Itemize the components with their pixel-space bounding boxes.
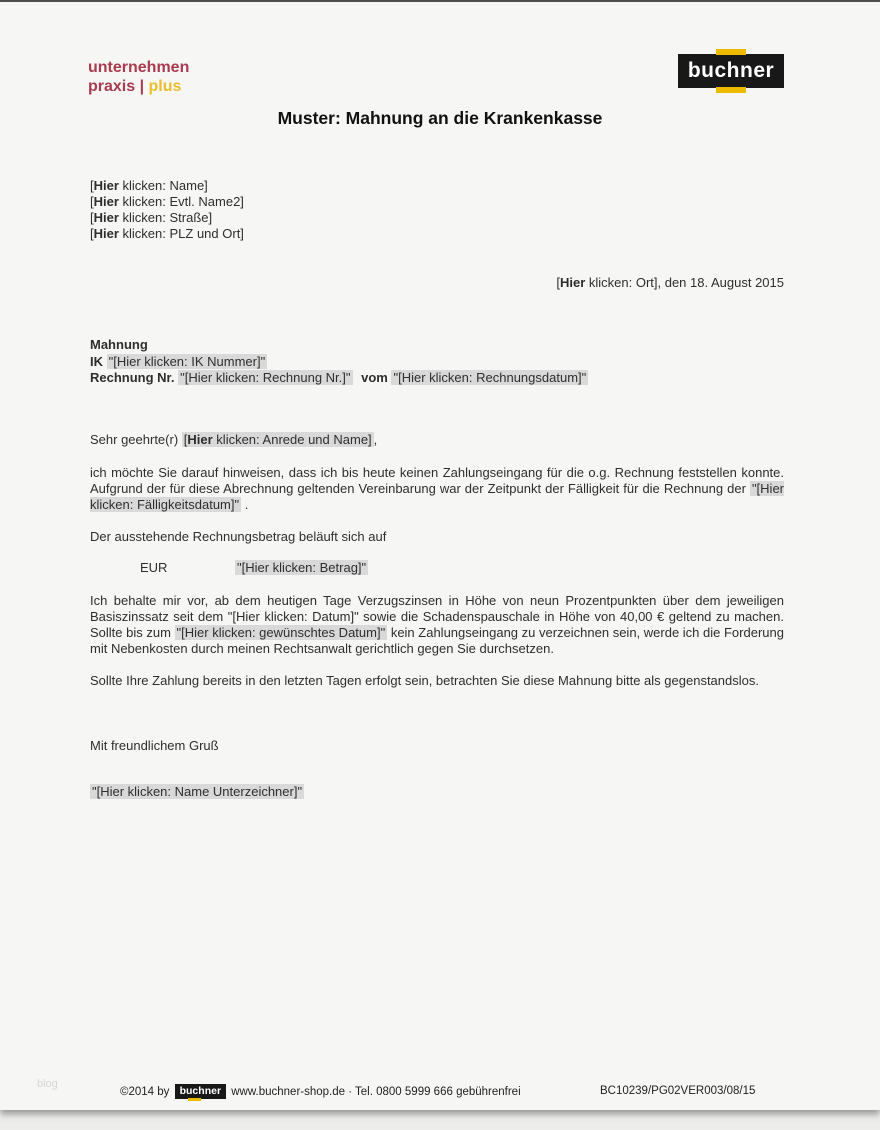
paragraph-end: .	[241, 497, 249, 512]
paragraph-payment-notice	[90, 465, 784, 513]
field-label: klicken: PLZ und Ort]	[118, 226, 244, 241]
signature-block	[90, 784, 304, 800]
recipient-address-block	[90, 178, 244, 242]
hier-bold: Hier	[559, 275, 586, 290]
recipient-line-plz-ort[interactable]	[90, 226, 244, 242]
bracket: [	[90, 194, 94, 209]
invoice-line	[90, 370, 588, 387]
buchner-mini-logo	[175, 1084, 226, 1099]
field-label: klicken: Name]	[118, 178, 208, 193]
ik-label: IK	[90, 353, 103, 369]
recipient-line-name[interactable]	[90, 178, 244, 194]
paragraph-interest-warning	[90, 593, 784, 657]
currency-label: EUR	[140, 560, 168, 575]
place-and-date-line[interactable]	[556, 275, 784, 291]
salutation-comma: ,	[373, 432, 378, 447]
mini-logo-tab-icon	[188, 1098, 201, 1101]
unternehmen-praxis-plus-logo	[88, 58, 189, 96]
logo-tab-bottom-icon	[716, 87, 746, 93]
logo-pipe: |	[139, 78, 145, 95]
buchner-mini-logo-text: buchner	[179, 1085, 222, 1097]
paragraph-text: kein Zahlungseingang zu verzeichnen sein, werde ich die Forderung mit Nebenkosten durch meinen Rechtsanwalt gerichtlich gegen Sie durchsetzen.	[90, 625, 784, 656]
logo-line-unternehmen: unternehmen	[88, 59, 190, 76]
logo-line-praxis-plus	[88, 77, 189, 96]
salutation	[90, 432, 377, 448]
hier-bold: Hier	[187, 432, 213, 447]
recipient-line-name2[interactable]	[90, 194, 244, 210]
buchner-logo	[678, 54, 784, 88]
hier-bold: Hier	[93, 178, 119, 193]
footer-center	[120, 1084, 521, 1099]
field-label: klicken: Anrede und Name]	[212, 432, 372, 447]
footer-contact-text: www.buchner-shop.de · Tel. 0800 5999 666 gebührenfrei	[231, 1086, 521, 1098]
logo-tab-top-icon	[716, 49, 746, 55]
buchner-logo-text: buchner	[687, 59, 775, 82]
hier-bold: Hier	[93, 194, 119, 209]
field-label: klicken: Straße]	[118, 210, 213, 225]
anrede-name-field[interactable]	[182, 432, 374, 447]
page-title: Muster: Mahnung an die Krankenkasse	[277, 108, 603, 128]
ik-number-field[interactable]: "[Hier klicken: IK Nummer]"	[108, 353, 266, 369]
logo-word-plus: plus	[148, 78, 182, 95]
hier-bold: Hier	[93, 226, 119, 241]
bracket: [	[90, 226, 94, 241]
paragraph-text: ich möchte Sie darauf hinweisen, dass ich bis heute keinen Zahlungseingang für die o.g. Rechnung feststellen konnte. Aufgrund der für diese Abrechnung geltenden Vereinbarung war der Zeitpunkt der Fälligkeit für die Rechnung der	[90, 465, 784, 496]
bracket: [	[183, 432, 188, 447]
salutation-text: Sehr geehrte(r)	[90, 432, 182, 447]
invoice-label: Rechnung Nr.	[90, 370, 175, 385]
field-label: klicken: Evtl. Name2]	[118, 194, 244, 209]
bracket: [	[90, 178, 94, 193]
paragraph-disregard-note: Sollte Ihre Zahlung bereits in den letzten Tagen erfolgt sein, betrachten Sie diese Mahnung bitte als gegenstandslos.	[90, 673, 759, 688]
date-text: klicken: Ort], den 18. August 2015	[585, 275, 784, 290]
paragraph-text: Ich behalte mir vor, ab dem heutigen Tage Verzugszinsen in Höhe von neun Prozentpunkten über dem jeweiligen Basiszinssatz seit dem "[Hier klicken: Datum]" sowie die Schadenspauschale in Höhe von 40,00 € geltend zu machen. Sollte bis zum	[90, 593, 784, 640]
betrag-field[interactable]: "[Hier klicken: Betrag]"	[237, 560, 367, 575]
amount-intro: Der ausstehende Rechnungsbetrag beläuft sich auf	[90, 529, 387, 544]
gewuenschtes-datum-field[interactable]: "[Hier klicken: gewünschtes Datum]"	[176, 625, 386, 640]
faelligkeitsdatum-field[interactable]: "[Hier klicken: Fälligkeitsdatum]"	[90, 481, 784, 512]
subject-title: Mahnung	[90, 337, 148, 352]
copyright-text: ©2014 by	[120, 1086, 170, 1098]
recipient-line-strasse[interactable]	[90, 210, 244, 226]
bracket: [	[556, 275, 560, 290]
hier-bold: Hier	[93, 210, 119, 225]
closing-greeting: Mit freundlichem Gruß	[90, 738, 219, 753]
bracket: [	[90, 210, 94, 225]
blog-watermark: blog	[37, 1078, 58, 1090]
unterzeichner-field[interactable]: "[Hier klicken: Name Unterzeichner]"	[92, 784, 303, 799]
invoice-number-field[interactable]: "[Hier klicken: Rechnung Nr.]"	[180, 370, 351, 385]
vom-label: vom	[361, 370, 388, 385]
amount-row	[90, 560, 368, 576]
document-code: BC10239/PG02VER003/08/15	[600, 1085, 756, 1097]
ik-line	[90, 354, 588, 371]
subject-block	[90, 337, 588, 387]
logo-word-praxis: praxis	[88, 78, 136, 95]
invoice-date-field[interactable]: "[Hier klicken: Rechnungsdatum]"	[393, 370, 587, 385]
